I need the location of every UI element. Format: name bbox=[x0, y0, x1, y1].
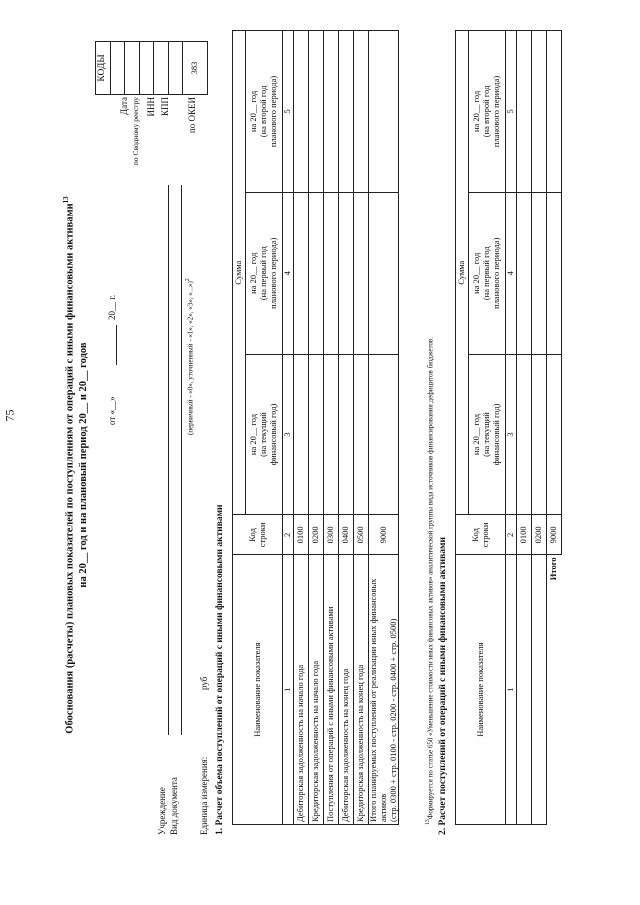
s1-colnum-5: 5 bbox=[283, 31, 294, 193]
code-label-inn: ИНН bbox=[146, 97, 156, 117]
s1-colnum-1: 1 bbox=[283, 555, 294, 825]
row-code: 0200 bbox=[532, 515, 547, 555]
code-cell-date[interactable] bbox=[110, 42, 125, 95]
s2-head-sum: Сумма bbox=[456, 31, 469, 515]
row-code: 0100 bbox=[517, 515, 532, 555]
s2-colnum-1: 1 bbox=[506, 555, 517, 825]
value-cell[interactable] bbox=[339, 192, 354, 354]
value-cell[interactable] bbox=[324, 31, 339, 193]
row-name: Поступления от операций с иными финансовыми активами bbox=[324, 555, 339, 825]
unit-label: Единица измерения: bbox=[199, 756, 209, 835]
section2-table bbox=[455, 30, 562, 825]
value-cell[interactable] bbox=[369, 354, 399, 515]
s2-head-year1: на 20__ год (на текущий финансовый год) bbox=[469, 354, 506, 515]
value-cell[interactable] bbox=[517, 192, 532, 354]
s2-colnum-3: 3 bbox=[506, 354, 517, 515]
value-cell[interactable] bbox=[547, 354, 562, 515]
value-cell[interactable] bbox=[294, 354, 309, 515]
table-row bbox=[294, 31, 309, 825]
footnote: $^{13}$Формируется по статье 650 «Уменьшение стоимости иных финансовых активов» аналитической группы вида источников финансирования дефицитов бюджетов. bbox=[425, 337, 435, 825]
value-cell[interactable] bbox=[309, 192, 324, 354]
date-year: 20__ г. bbox=[107, 294, 117, 320]
s2-colnum-5: 5 bbox=[506, 31, 517, 193]
s1-head-year2: на 20__ год (на первый год планового периода) bbox=[246, 192, 283, 354]
value-cell[interactable] bbox=[354, 192, 369, 354]
row-name: Дебиторская задолженность на начало года bbox=[294, 555, 309, 825]
s2-head-code: Код строки bbox=[456, 515, 506, 555]
s1-colnum-3: 3 bbox=[283, 354, 294, 515]
code-cell-okei: 383 bbox=[183, 42, 208, 95]
code-label-registry: по Сводному реестру bbox=[130, 97, 140, 166]
row-code: 0400 bbox=[339, 515, 354, 555]
value-cell[interactable] bbox=[324, 192, 339, 354]
s2-colnum-2: 2 bbox=[506, 515, 517, 555]
row-code: 0200 bbox=[309, 515, 324, 555]
code-cell-inn[interactable] bbox=[139, 42, 154, 95]
value-cell[interactable] bbox=[324, 354, 339, 515]
table-row bbox=[354, 31, 369, 825]
value-cell[interactable] bbox=[339, 354, 354, 515]
date-ot: от «__» bbox=[107, 396, 117, 425]
s2-head-year3: на 20__ год (на второй год планового периода) bbox=[469, 31, 506, 193]
code-cell-kpp[interactable] bbox=[154, 42, 169, 95]
code-label-date: Дата bbox=[119, 97, 129, 115]
table-row-total bbox=[547, 31, 562, 825]
doc-type-note: (первичный - «0», уточненный - «1», «2», «3», «...»)$^2$ bbox=[185, 278, 195, 435]
s1-colnum-2: 2 bbox=[283, 515, 294, 555]
code-label-okei: по ОКЕИ bbox=[186, 97, 197, 134]
institution-label: Учреждение bbox=[157, 787, 167, 835]
s2-colnum-4: 4 bbox=[506, 192, 517, 354]
code-cell-blank[interactable] bbox=[168, 42, 183, 95]
table-row bbox=[339, 31, 354, 825]
s1-head-sum: Сумма bbox=[233, 31, 246, 515]
section1-table bbox=[232, 30, 399, 825]
code-label-kpp: КПП bbox=[159, 97, 170, 117]
codes-table bbox=[95, 41, 208, 95]
s1-head-code: Код строки bbox=[233, 515, 283, 555]
code-cell-registry[interactable] bbox=[125, 42, 140, 95]
value-cell[interactable] bbox=[309, 354, 324, 515]
unit-value: руб bbox=[199, 676, 209, 690]
row-name: Дебиторская задолженность на конец года bbox=[339, 555, 354, 825]
value-cell[interactable] bbox=[517, 354, 532, 515]
value-cell[interactable] bbox=[354, 31, 369, 193]
s2-head-year2: на 20__ год (на первый год планового периода) bbox=[469, 192, 506, 354]
codes-labels bbox=[118, 97, 199, 185]
value-cell[interactable] bbox=[369, 31, 399, 193]
row-code: 0500 bbox=[354, 515, 369, 555]
page-number: 75 bbox=[2, 409, 17, 422]
doc-type-field[interactable] bbox=[181, 185, 182, 735]
doc-type-label: Вид документа bbox=[169, 777, 179, 835]
section1-title: 1. Расчет объема поступлений от операций с иными финансовыми активами bbox=[215, 504, 225, 835]
codes-header: КОДЫ bbox=[96, 42, 111, 95]
row-name[interactable] bbox=[532, 555, 547, 825]
s2-head-name: Наименование показателя bbox=[456, 555, 506, 825]
value-cell[interactable] bbox=[532, 192, 547, 354]
value-cell[interactable] bbox=[294, 31, 309, 193]
section2-title: 2. Расчет поступлений от операций с иными финансовыми активами bbox=[438, 537, 448, 835]
value-cell[interactable] bbox=[369, 192, 399, 354]
value-cell[interactable] bbox=[547, 192, 562, 354]
s1-colnum-4: 4 bbox=[283, 192, 294, 354]
document-title: Обоснования (расчеты) плановых показателей по поступлениям от операций с иными финансовыми активами$^{13}$ на 20__ год и на плановый период 20__ и 20__ годов bbox=[62, 196, 89, 734]
value-cell[interactable] bbox=[294, 192, 309, 354]
table-row bbox=[324, 31, 339, 825]
row-name[interactable] bbox=[517, 555, 532, 825]
s2-total-label: Итого bbox=[547, 555, 562, 825]
row-name: Кредиторская задолженность на начало года bbox=[309, 555, 324, 825]
row-code: 0100 bbox=[294, 515, 309, 555]
s1-head-name: Наименование показателя bbox=[233, 555, 283, 825]
value-cell[interactable] bbox=[309, 31, 324, 193]
total-code: 9000 bbox=[369, 515, 399, 555]
institution-field[interactable] bbox=[168, 185, 169, 735]
table-row bbox=[532, 31, 547, 825]
s1-head-year1: на 20__ год (на текущий финансовый год) bbox=[246, 354, 283, 515]
s1-head-year3: на 20__ год (на второй год планового периода) bbox=[246, 31, 283, 193]
table-row-total bbox=[369, 31, 399, 825]
value-cell[interactable] bbox=[354, 354, 369, 515]
value-cell[interactable] bbox=[532, 354, 547, 515]
row-code: 0300 bbox=[324, 515, 339, 555]
value-cell[interactable] bbox=[517, 31, 532, 193]
value-cell[interactable] bbox=[339, 31, 354, 193]
table-row bbox=[309, 31, 324, 825]
s2-total-code: 9000 bbox=[547, 515, 562, 555]
table-row bbox=[517, 31, 532, 825]
total-name: Итого планируемых поступлений от реализации иных финансовых активов (стр. 0300 + стр. 0100 - стр. 0200 - стр. 0400 + стр. 0500) bbox=[369, 555, 399, 825]
value-cell[interactable] bbox=[547, 31, 562, 193]
row-name: Кредиторская задолженность на конец года bbox=[354, 555, 369, 825]
value-cell[interactable] bbox=[532, 31, 547, 193]
